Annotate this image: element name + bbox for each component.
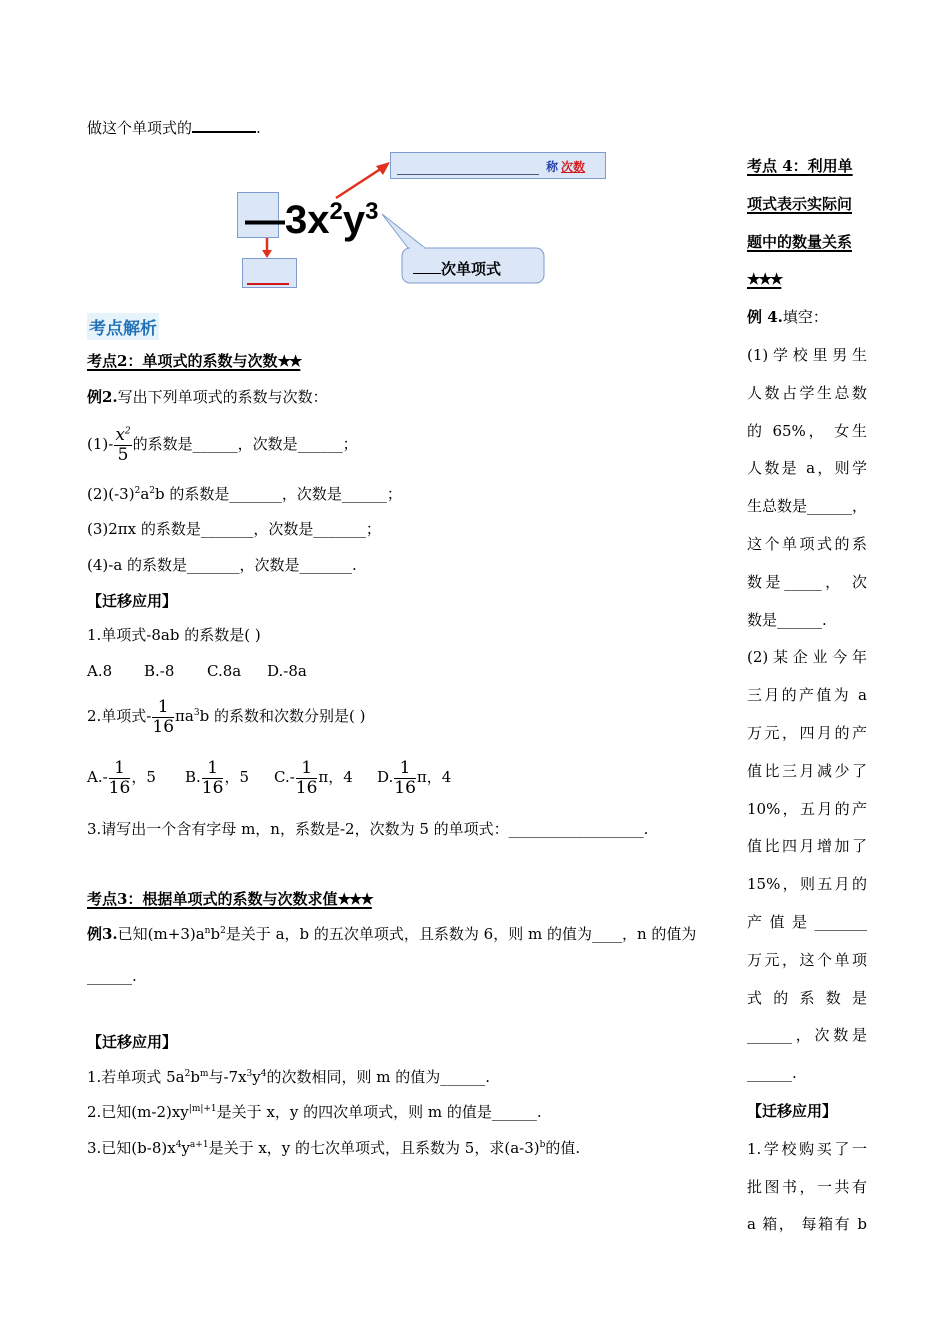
kp4-line: 数是______.	[747, 610, 827, 629]
transfer2-q3: 3.已知$(b-8)x^4y^{a+1}$是关于 x，y 的七次单项式，且系数为 5，求$(a-3)^b$的值.	[87, 1139, 581, 1157]
kp4-line: 值比三月减少了	[747, 761, 867, 780]
kp4-line: 数是_____， 次	[747, 572, 867, 591]
kp2-q3: (3)2πx 的系数是_______，次数是_______；	[87, 520, 381, 538]
kp4-stars: ★★★	[747, 270, 782, 289]
kp4-line: 万元，这个单项	[747, 950, 867, 969]
kp4-line: ______，次数是	[747, 1026, 867, 1045]
diagram-top-label-a: 称	[546, 160, 559, 174]
kp4-line: ______.	[747, 1064, 797, 1083]
kp4-line: 10%，五月的产	[747, 799, 867, 818]
kp4-line: 这个单项式的系	[747, 534, 867, 553]
kp4-line: 人数是 a，则学	[747, 459, 867, 478]
kp4-example: 例 4.填空：	[747, 308, 828, 327]
kp4-line: (1)学校里男生	[747, 345, 867, 364]
kp4-transfer-line: a 箱， 每箱有 b	[747, 1215, 867, 1234]
kp2-title: 考点2：单项式的系数与次数★★	[87, 352, 301, 370]
transfer2-q2: 2.已知$(m-2)xy^{|m|+1}$是关于 x，y 的四次单项式，则 m 的值是______.	[87, 1103, 542, 1121]
intro-line: 做这个单项式的 .	[87, 119, 261, 137]
kp4-title-line-2: 项式表示实际问	[747, 194, 853, 213]
kp4-line: (2)某企业今年	[747, 648, 867, 667]
kp4-line: 三月的产值为 a	[747, 686, 867, 705]
kp4-transfer-line: 批图书，一共有	[747, 1177, 867, 1196]
transfer2-heading: 【迁移应用】	[87, 1033, 178, 1051]
diagram-top-label-b: 次数	[561, 160, 586, 174]
p2-option-b: B. $\frac{1}{16}$ ，5	[185, 757, 249, 798]
section-tag: 考点解析	[87, 313, 159, 340]
kp2-q2: $(2)(-3)^2a^2b$ 的系数是_______，次数是______；	[87, 485, 402, 503]
diagram-expression: $—3x^2y^3$	[245, 198, 379, 242]
arrow-to-top	[336, 168, 382, 198]
diagram-coef-answer-box	[242, 258, 297, 288]
p2-option-d: D. $\frac{1}{16}$ π，4	[377, 757, 452, 798]
kp4-column	[747, 148, 867, 1244]
transfer1-p3: 3.请写出一个含有字母 m，n，系数是-2，次数为 5 的单项式：__________________.	[87, 820, 649, 838]
transfer1-p1: 1.单项式-8ab 的系数是( )	[87, 626, 261, 644]
callout-tail	[382, 214, 425, 248]
transfer1-p1-options: A.8 B.-8 C.8a D.-8a	[87, 662, 307, 680]
kp4-line: 式 的 系 数 是	[747, 988, 867, 1007]
kp4-title-line-1: 考点 4：利用单	[747, 157, 853, 175]
kp4-line: 万元，四月的产	[747, 723, 867, 742]
kp4-line: 的 65%， 女生	[747, 421, 867, 440]
arrow-head-bottom	[262, 250, 272, 258]
arrow-head-top	[376, 162, 390, 175]
intro-blank	[192, 117, 256, 133]
p2-option-c: C.- $\frac{1}{16}$ π，4	[274, 757, 353, 798]
kp3-example-line2: ______.	[87, 967, 137, 985]
p2-option-a: A.- $\frac{1}{16}$ ，5	[87, 757, 156, 798]
kp4-transfer-heading: 【迁移应用】	[747, 1101, 838, 1120]
transfer1-heading: 【迁移应用】	[87, 592, 178, 610]
transfer2-q1: 1.若单项式 $5a^2b^m$与$-7x^3y^4$的次数相同，则 m 的值为______.	[87, 1068, 491, 1086]
kp4-transfer-line: 1.学校购买了一	[747, 1139, 867, 1158]
kp4-line: 值比四月增加了	[747, 837, 867, 856]
kp4-line: 15%，则五月的	[747, 875, 867, 894]
kp4-line: 产值是_______	[747, 912, 867, 931]
kp2-q1: (1)- $\frac{x^2}{5}$ 的系数是______，次数是______；	[87, 424, 358, 465]
kp2-q4: (4)-a 的系数是_______，次数是_______.	[87, 556, 357, 574]
kp2-example: 例2.写出下列单项式的系数与次数：	[87, 388, 328, 406]
callout-text: 次单项式	[413, 258, 501, 279]
kp4-title-line-3: 题中的数量关系	[747, 232, 853, 251]
transfer1-p2: 2.单项式- $\frac{1}{16}$ $\pi a^3b$ 的系数和次数分别是( )	[87, 696, 366, 737]
kp3-title: 考点3：根据单项式的系数与次数求值★★★	[87, 890, 372, 908]
transfer1-p2-options	[87, 755, 451, 799]
kp3-example: 例3.已知$(m+3)a^nb^2$是关于 a，b 的五次单项式，且系数为 6，则 m 的值为____，n 的值为	[87, 925, 697, 943]
kp4-line: 生总数是______，	[747, 497, 868, 516]
diagram-coef-underline	[247, 283, 289, 285]
kp4-line: 人数占学生总数	[747, 383, 867, 402]
